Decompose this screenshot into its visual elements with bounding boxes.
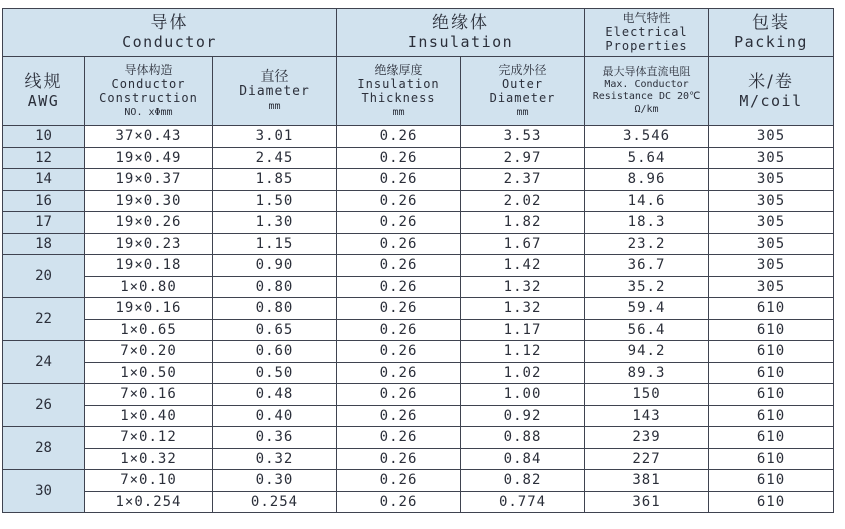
construction-cell: 1×0.254 — [85, 491, 213, 513]
resistance-cell: 381 — [585, 470, 709, 492]
diameter-cell: 1.30 — [213, 212, 337, 234]
coil-cell: 610 — [709, 491, 834, 513]
resistance-cell: 227 — [585, 448, 709, 470]
outer-cell: 2.37 — [461, 169, 585, 191]
thickness-cell: 0.26 — [337, 405, 461, 427]
diameter-cell: 3.01 — [213, 126, 337, 148]
diameter-cell: 0.60 — [213, 341, 337, 363]
coil-cell: 610 — [709, 470, 834, 492]
table-row — [3, 233, 834, 255]
header-packing: 包装 Packing — [709, 9, 834, 57]
diameter-cell: 1.50 — [213, 190, 337, 212]
diameter-cell: 0.32 — [213, 448, 337, 470]
diameter-cell: 0.50 — [213, 362, 337, 384]
coil-cell: 305 — [709, 126, 834, 148]
construction-cell: 37×0.43 — [85, 126, 213, 148]
outer-cell: 1.02 — [461, 362, 585, 384]
construction-cell: 7×0.10 — [85, 470, 213, 492]
construction-cell: 19×0.16 — [85, 298, 213, 320]
thickness-cell: 0.26 — [337, 491, 461, 513]
diameter-cell: 0.80 — [213, 276, 337, 298]
coil-cell: 610 — [709, 427, 834, 449]
coil-cell: 305 — [709, 147, 834, 169]
coil-cell: 610 — [709, 298, 834, 320]
diameter-cell: 0.48 — [213, 384, 337, 406]
header-electrical-properties: 电气特性 Electrical Properties — [585, 9, 709, 57]
diameter-cell: 1.15 — [213, 233, 337, 255]
diameter-cell: 0.36 — [213, 427, 337, 449]
thickness-cell: 0.26 — [337, 448, 461, 470]
awg-cell: 14 — [3, 169, 85, 191]
outer-cell: 0.92 — [461, 405, 585, 427]
resistance-cell: 18.3 — [585, 212, 709, 234]
resistance-cell: 150 — [585, 384, 709, 406]
diameter-cell: 0.65 — [213, 319, 337, 341]
thickness-cell: 0.26 — [337, 126, 461, 148]
coil-cell: 305 — [709, 212, 834, 234]
resistance-cell: 94.2 — [585, 341, 709, 363]
construction-cell: 1×0.65 — [85, 319, 213, 341]
thickness-cell: 0.26 — [337, 190, 461, 212]
construction-cell: 7×0.16 — [85, 384, 213, 406]
thickness-cell: 0.26 — [337, 276, 461, 298]
outer-cell: 3.53 — [461, 126, 585, 148]
diameter-cell: 2.45 — [213, 147, 337, 169]
header-insulation: 绝缘体 Insulation — [337, 9, 585, 57]
outer-cell: 0.88 — [461, 427, 585, 449]
diameter-cell: 0.30 — [213, 470, 337, 492]
thickness-cell: 0.26 — [337, 362, 461, 384]
table-row — [3, 255, 834, 277]
awg-cell: 30 — [3, 470, 85, 513]
resistance-cell: 35.2 — [585, 276, 709, 298]
thickness-cell: 0.26 — [337, 427, 461, 449]
construction-cell: 1×0.50 — [85, 362, 213, 384]
table-row — [3, 276, 834, 298]
header-conductor-construction: 导体构造 Conductor Construction NO. xΦmm — [85, 57, 213, 126]
outer-cell: 1.82 — [461, 212, 585, 234]
outer-cell: 1.42 — [461, 255, 585, 277]
table-row — [3, 448, 834, 470]
awg-cell: 12 — [3, 147, 85, 169]
diameter-cell: 0.40 — [213, 405, 337, 427]
coil-cell: 610 — [709, 362, 834, 384]
resistance-cell: 239 — [585, 427, 709, 449]
construction-cell: 1×0.80 — [85, 276, 213, 298]
header-conductor: 导体 Conductor — [3, 9, 337, 57]
resistance-cell: 56.4 — [585, 319, 709, 341]
thickness-cell: 0.26 — [337, 169, 461, 191]
header-insulation-thickness: 绝缘厚度 Insulation Thickness mm — [337, 57, 461, 126]
table-row — [3, 319, 834, 341]
thickness-cell: 0.26 — [337, 384, 461, 406]
table-row — [3, 190, 834, 212]
coil-cell: 305 — [709, 233, 834, 255]
header-meters-per-coil: 米/卷 M/coil — [709, 57, 834, 126]
resistance-cell: 143 — [585, 405, 709, 427]
outer-cell: 1.32 — [461, 276, 585, 298]
construction-cell: 7×0.20 — [85, 341, 213, 363]
construction-cell: 19×0.49 — [85, 147, 213, 169]
thickness-cell: 0.26 — [337, 255, 461, 277]
awg-cell: 10 — [3, 126, 85, 148]
awg-cell: 16 — [3, 190, 85, 212]
outer-cell: 1.00 — [461, 384, 585, 406]
diameter-cell: 0.254 — [213, 491, 337, 513]
resistance-cell: 8.96 — [585, 169, 709, 191]
resistance-cell: 89.3 — [585, 362, 709, 384]
outer-cell: 1.32 — [461, 298, 585, 320]
outer-cell: 2.02 — [461, 190, 585, 212]
coil-cell: 610 — [709, 341, 834, 363]
resistance-cell: 36.7 — [585, 255, 709, 277]
thickness-cell: 0.26 — [337, 319, 461, 341]
table-row — [3, 362, 834, 384]
header-max-resistance: 最大导体直流电阻 Max. Conductor Resistance DC 20℃ Ω/km — [585, 57, 709, 126]
resistance-cell: 59.4 — [585, 298, 709, 320]
awg-cell: 18 — [3, 233, 85, 255]
resistance-cell: 3.546 — [585, 126, 709, 148]
wire-spec-table — [2, 8, 834, 513]
header-diameter: 直径 Diameter mm — [213, 57, 337, 126]
resistance-cell: 23.2 — [585, 233, 709, 255]
table-row — [3, 126, 834, 148]
coil-cell: 305 — [709, 255, 834, 277]
table-row — [3, 169, 834, 191]
resistance-cell: 361 — [585, 491, 709, 513]
coil-cell: 305 — [709, 276, 834, 298]
resistance-cell: 5.64 — [585, 147, 709, 169]
header-awg: 线规 AWG — [3, 57, 85, 126]
outer-cell: 0.774 — [461, 491, 585, 513]
outer-cell: 0.82 — [461, 470, 585, 492]
outer-cell: 1.67 — [461, 233, 585, 255]
construction-cell: 19×0.18 — [85, 255, 213, 277]
thickness-cell: 0.26 — [337, 298, 461, 320]
construction-cell: 19×0.26 — [85, 212, 213, 234]
table-row — [3, 470, 834, 492]
awg-cell: 22 — [3, 298, 85, 341]
group-header-row — [3, 9, 834, 57]
construction-cell: 19×0.30 — [85, 190, 213, 212]
diameter-cell: 0.80 — [213, 298, 337, 320]
diameter-cell: 0.90 — [213, 255, 337, 277]
construction-cell: 1×0.32 — [85, 448, 213, 470]
construction-cell: 19×0.23 — [85, 233, 213, 255]
coil-cell: 610 — [709, 448, 834, 470]
table-row — [3, 341, 834, 363]
table-body — [3, 126, 834, 513]
table-row — [3, 405, 834, 427]
table-row — [3, 298, 834, 320]
table-row — [3, 491, 834, 513]
thickness-cell: 0.26 — [337, 470, 461, 492]
construction-cell: 7×0.12 — [85, 427, 213, 449]
awg-cell: 26 — [3, 384, 85, 427]
thickness-cell: 0.26 — [337, 341, 461, 363]
outer-cell: 2.97 — [461, 147, 585, 169]
table-row — [3, 147, 834, 169]
header-outer-diameter: 完成外径 Outer Diameter mm — [461, 57, 585, 126]
thickness-cell: 0.26 — [337, 212, 461, 234]
awg-cell: 24 — [3, 341, 85, 384]
table-row — [3, 384, 834, 406]
thickness-cell: 0.26 — [337, 147, 461, 169]
coil-cell: 610 — [709, 384, 834, 406]
construction-cell: 19×0.37 — [85, 169, 213, 191]
construction-cell: 1×0.40 — [85, 405, 213, 427]
table-row — [3, 212, 834, 234]
outer-cell: 0.84 — [461, 448, 585, 470]
coil-cell: 610 — [709, 319, 834, 341]
diameter-cell: 1.85 — [213, 169, 337, 191]
table-row — [3, 427, 834, 449]
outer-cell: 1.12 — [461, 341, 585, 363]
column-header-row — [3, 57, 834, 126]
thickness-cell: 0.26 — [337, 233, 461, 255]
awg-cell: 17 — [3, 212, 85, 234]
coil-cell: 305 — [709, 169, 834, 191]
awg-cell: 20 — [3, 255, 85, 298]
outer-cell: 1.17 — [461, 319, 585, 341]
resistance-cell: 14.6 — [585, 190, 709, 212]
awg-cell: 28 — [3, 427, 85, 470]
coil-cell: 610 — [709, 405, 834, 427]
coil-cell: 305 — [709, 190, 834, 212]
